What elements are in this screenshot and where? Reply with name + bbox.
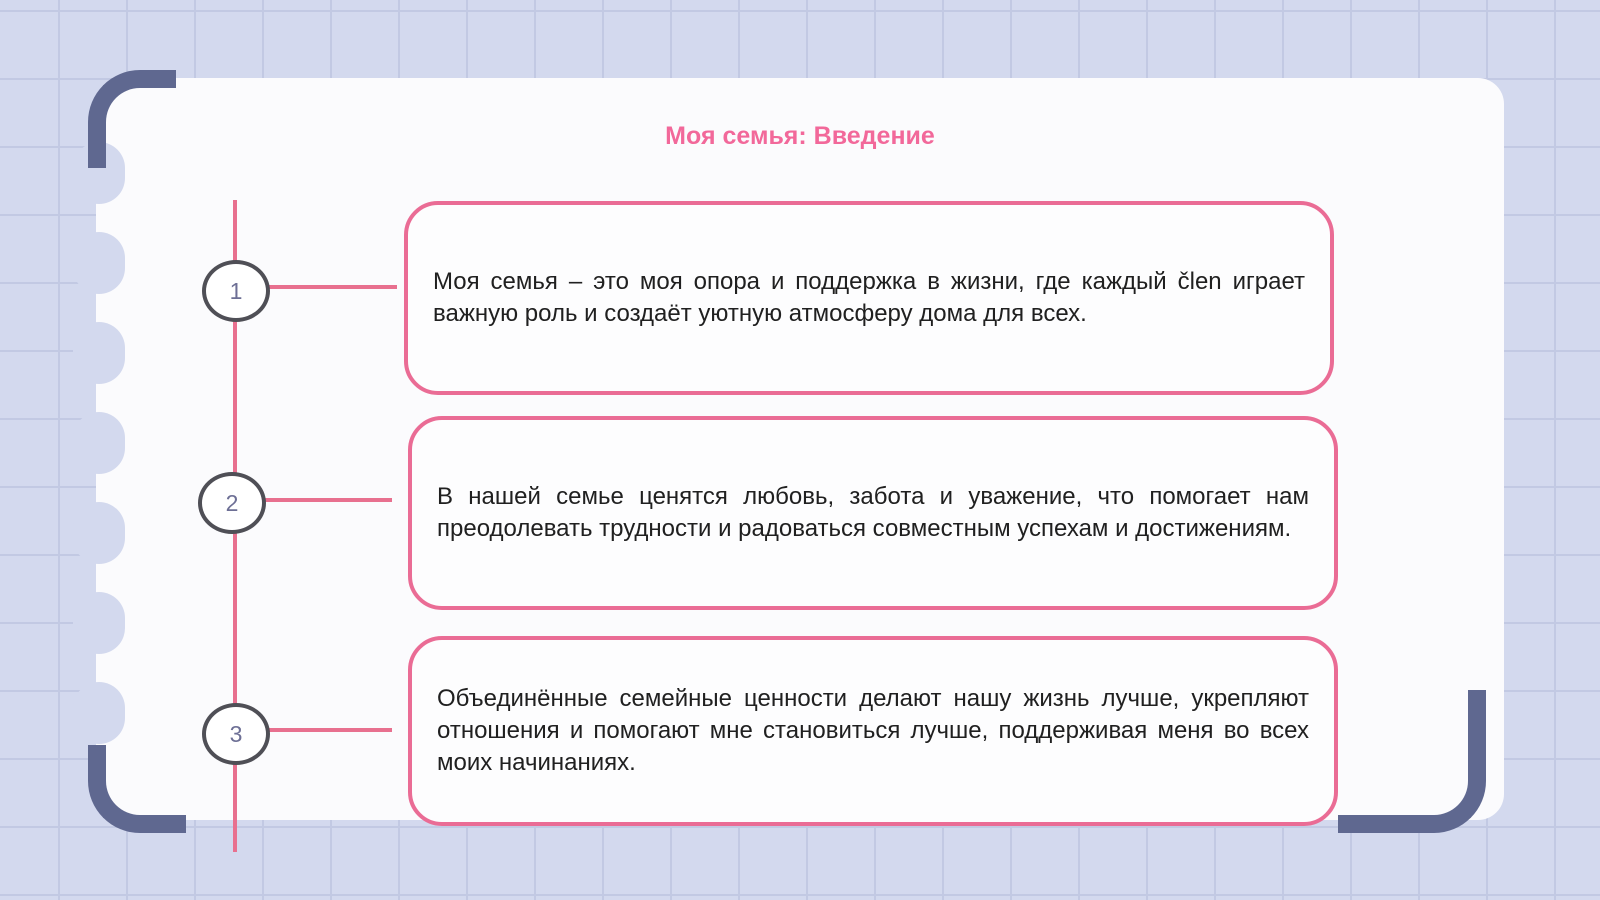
binder-hole <box>73 232 125 294</box>
timeline-connector <box>265 728 392 732</box>
info-card-text: В нашей семье ценятся любовь, забота и уважение, что помогает нам преодолевать трудности и радоваться совместным успехам и достижениям. <box>437 483 1309 542</box>
corner-bracket-bottom-left <box>88 745 186 833</box>
info-card-text: Объединённые семейные ценности делают нашу жизнь лучше, укрепляют отношения и помогают мне становиться лучше, поддерживая меня во всех моих начинаниях. <box>437 685 1309 776</box>
corner-bracket-top-left <box>88 70 176 168</box>
info-card-text: Моя семья – это моя опора и поддержка в жизни, где каждый člen играет важную роль и создаёт уютную атмосферу дома для всех. <box>433 268 1305 327</box>
slide-title: Моя семья: Введение <box>665 122 935 150</box>
step-number-2: 2 <box>198 472 266 534</box>
step-number-1: 1 <box>202 260 270 322</box>
info-card-3 <box>408 636 1338 826</box>
info-card-1 <box>404 201 1334 395</box>
binder-hole <box>73 412 125 474</box>
step-number-3: 3 <box>202 703 270 765</box>
binder-hole <box>73 592 125 654</box>
binder-hole <box>73 502 125 564</box>
binder-hole <box>73 322 125 384</box>
corner-bracket-bottom-right <box>1338 690 1486 833</box>
binder-hole <box>73 682 125 744</box>
timeline-connector <box>262 498 392 502</box>
timeline-connector <box>265 285 397 289</box>
info-card-2 <box>408 416 1338 610</box>
